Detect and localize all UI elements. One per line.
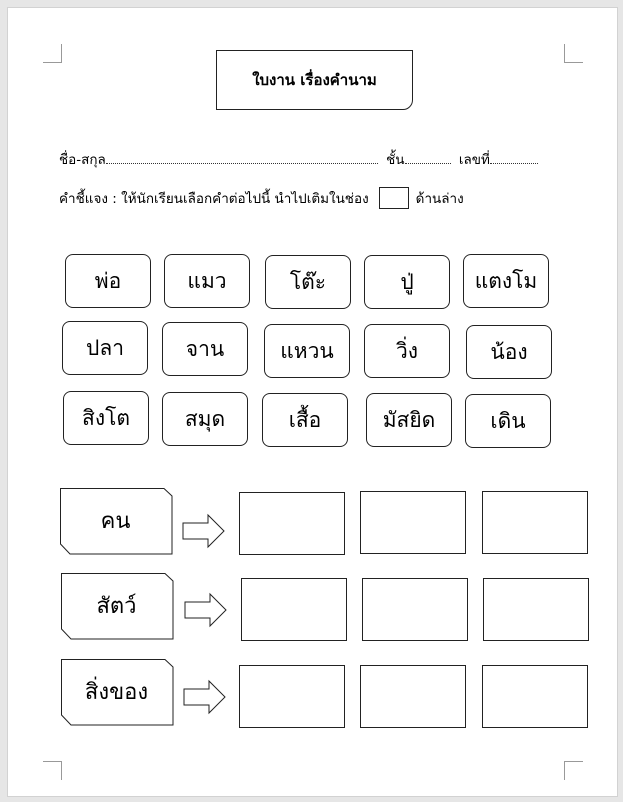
word-card[interactable]: พ่อ: [65, 254, 151, 308]
word-card[interactable]: ปู่: [364, 255, 450, 309]
category-label: สัตว์: [96, 594, 137, 619]
answer-box[interactable]: [360, 491, 466, 554]
class-blank[interactable]: [405, 162, 451, 164]
class-label: ชั้น: [386, 152, 405, 168]
arrow-right-icon: [183, 679, 227, 715]
margin-mark-top-left: [43, 44, 62, 63]
word-card[interactable]: น้อง: [466, 325, 552, 379]
answer-box[interactable]: [362, 578, 468, 641]
word-card[interactable]: สิงโต: [63, 391, 149, 445]
arrow-right-icon: [184, 592, 228, 628]
worksheet-page: [8, 8, 617, 796]
answer-box[interactable]: [239, 665, 345, 728]
category-card-thing: [61, 659, 172, 724]
category-label: สิ่งของ: [84, 680, 149, 705]
answer-box[interactable]: [482, 491, 588, 554]
student-info-line: [59, 148, 538, 170]
answer-box[interactable]: [239, 492, 345, 555]
category-card-animal: [61, 573, 172, 638]
number-label: เลขที่: [458, 152, 490, 168]
arrow-right-icon: [182, 513, 226, 549]
category-label: คน: [100, 509, 131, 534]
worksheet-title: [216, 50, 413, 110]
word-card[interactable]: แหวน: [264, 324, 350, 378]
instruction-line: [59, 187, 464, 209]
word-card[interactable]: สมุด: [162, 392, 248, 446]
word-card[interactable]: แมว: [164, 254, 250, 308]
number-blank[interactable]: [490, 162, 538, 164]
word-card[interactable]: โต๊ะ: [265, 255, 351, 309]
name-label: ชื่อ-สกุล: [59, 152, 106, 168]
word-card[interactable]: เดิน: [465, 394, 551, 448]
margin-mark-bottom-left: [43, 761, 62, 780]
instruction-box-symbol: [379, 187, 409, 209]
word-card[interactable]: จาน: [162, 322, 248, 376]
word-card[interactable]: เสื้อ: [262, 393, 348, 447]
word-card[interactable]: ปลา: [62, 321, 148, 375]
word-card[interactable]: มัสยิด: [366, 393, 452, 447]
word-card[interactable]: แตงโม: [463, 254, 549, 308]
margin-mark-bottom-right: [564, 761, 583, 780]
answer-box[interactable]: [360, 665, 466, 728]
category-card-person: [60, 488, 171, 553]
name-blank[interactable]: [106, 162, 378, 164]
answer-box[interactable]: [483, 578, 589, 641]
instruction-text: คำชี้แจง : ให้นักเรียนเลือกคำต่อไปนี้ นำไปเติมในช่อง: [59, 191, 369, 207]
answer-box[interactable]: [482, 665, 588, 728]
instruction-suffix: ด้านล่าง: [415, 191, 464, 207]
answer-box[interactable]: [241, 578, 347, 641]
word-card[interactable]: วิ่ง: [364, 324, 450, 378]
title-text: ใบงาน เรื่องคำนาม: [252, 71, 377, 89]
margin-mark-top-right: [564, 44, 583, 63]
